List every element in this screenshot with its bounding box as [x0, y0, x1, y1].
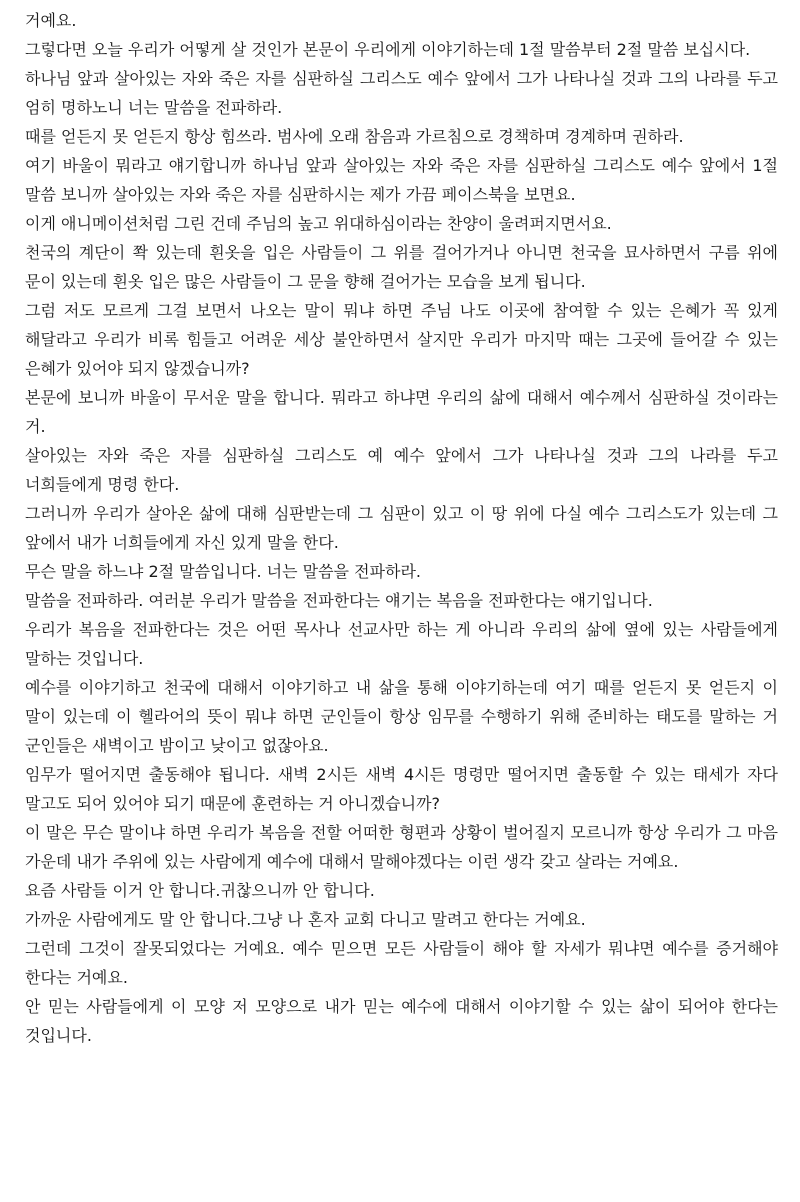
- paragraph: 그럼 저도 모르게 그걸 보면서 나오는 말이 뭐냐 하면 주님 나도 이곳에 참여할 수 있는 은혜가 꼭 있게 해달라고 우리가 비록 힘들고 어려운 세상 불안하면서 살지만 우리가 마지막 때는 그곳에 들어갈 수 있는 은혜가 있어야 되지 않겠습니까?: [25, 301, 778, 378]
- paragraph: 이게 애니메이션처럼 그린 건데 주님의 높고 위대하심이라는 찬양이 울려퍼지면서요.: [25, 214, 612, 233]
- paragraph: 그러니까 우리가 살아온 삶에 대해 심판받는데 그 심판이 있고 이 땅 위에 다실 예수 그리스도가 있는데 그 앞에서 내가 너희들에게 자신 있게 말을 한다.: [25, 504, 778, 552]
- paragraph: 예수를 이야기하고 천국에 대해서 이야기하고 내 삶을 통해 이야기하는데 여기 때를 얻든지 못 얻든지 이 말이 있는데 이 헬라어의 뜻이 뭐냐 하면 군인들이 항상 임무를 수행하기 위해 준비하는 태도를 말하는 거 군인들은 새벽이고 밤이고 낮이고 없잖아요.: [25, 678, 778, 755]
- paragraph: 안 믿는 사람들에게 이 모양 저 모양으로 내가 믿는 예수에 대해서 이야기할 수 있는 삶이 되어야 한다는 것입니다.: [25, 997, 778, 1045]
- paragraph: 하나님 앞과 살아있는 자와 죽은 자를 심판하실 그리스도 예수 앞에서 그가 나타나실 것과 그의 나라를 두고 엄히 명하노니 너는 말씀을 전파하라.: [25, 69, 778, 117]
- paragraph: 본문에 보니까 바울이 무서운 말을 합니다. 뭐라고 하냐면 우리의 삶에 대해서 예수께서 심판하실 것이라는 거.: [25, 388, 778, 436]
- paragraph: 때를 얻든지 못 얻든지 항상 힘쓰라. 범사에 오래 참음과 가르침으로 경책하며 경계하며 권하라.: [25, 127, 684, 146]
- paragraph: 살아있는 자와 죽은 자를 심판하실 그리스도 예 예수 앞에서 그가 나타나실 것과 그의 나라를 두고 너희들에게 명령 한다.: [25, 446, 778, 494]
- paragraph: 이 말은 무슨 말이냐 하면 우리가 복음을 전할 어떠한 형편과 상황이 벌어질지 모르니까 항상 우리가 그 마음 가운데 내가 주위에 있는 사람에게 예수에 대해서 말해야겠다는 이런 생각 갖고 살라는 거예요.: [25, 823, 778, 871]
- paragraph: 그렇다면 오늘 우리가 어떻게 살 것인가 본문이 우리에게 이야기하는데 1절 말씀부터 2절 말씀 보십시다.: [25, 40, 751, 59]
- paragraph: 여기 바울이 뭐라고 얘기합니까 하나님 앞과 살아있는 자와 죽은 자를 심판하실 그리스도 예수 앞에서 1절 말씀 보니까 살아있는 자와 죽은 자를 심판하시는 제가 가끔 페이스북을 보면요.: [25, 156, 778, 204]
- paragraph: 임무가 떨어지면 출동해야 됩니다. 새벽 2시든 새벽 4시든 명령만 떨어지면 출동할 수 있는 태세가 자다 말고도 되어 있어야 되기 때문에 훈련하는 거 아니겠습니까?: [25, 765, 778, 813]
- paragraph: 말씀을 전파하라. 여러분 우리가 말씀을 전파한다는 얘기는 복음을 전파한다는 얘기입니다.: [25, 591, 653, 610]
- paragraph: 우리가 복음을 전파한다는 것은 어떤 목사나 선교사만 하는 게 아니라 우리의 삶에 옆에 있는 사람들에게 말하는 것입니다.: [25, 620, 778, 668]
- paragraph: 천국의 계단이 쫙 있는데 흰옷을 입은 사람들이 그 위를 걸어가거나 아니면 천국을 묘사하면서 구름 위에 문이 있는데 흰옷 입은 많은 사람들이 그 문을 향해 걸어가는 모습을 보게 됩니다.: [25, 243, 778, 291]
- paragraph: 가까운 사람에게도 말 안 합니다.그냥 나 혼자 교회 다니고 말려고 한다는 거예요.: [25, 910, 586, 929]
- paragraph: 거예요.: [25, 11, 77, 30]
- paragraph: 요즘 사람들 이거 안 합니다.귀찮으니까 안 합니다.: [25, 881, 375, 900]
- paragraph: 그런데 그것이 잘못되었다는 거예요. 예수 믿으면 모든 사람들이 해야 할 자세가 뭐냐면 예수를 증거해야 한다는 거예요.: [25, 939, 778, 987]
- paragraph: 무슨 말을 하느냐 2절 말씀입니다. 너는 말씀을 전파하라.: [25, 562, 421, 581]
